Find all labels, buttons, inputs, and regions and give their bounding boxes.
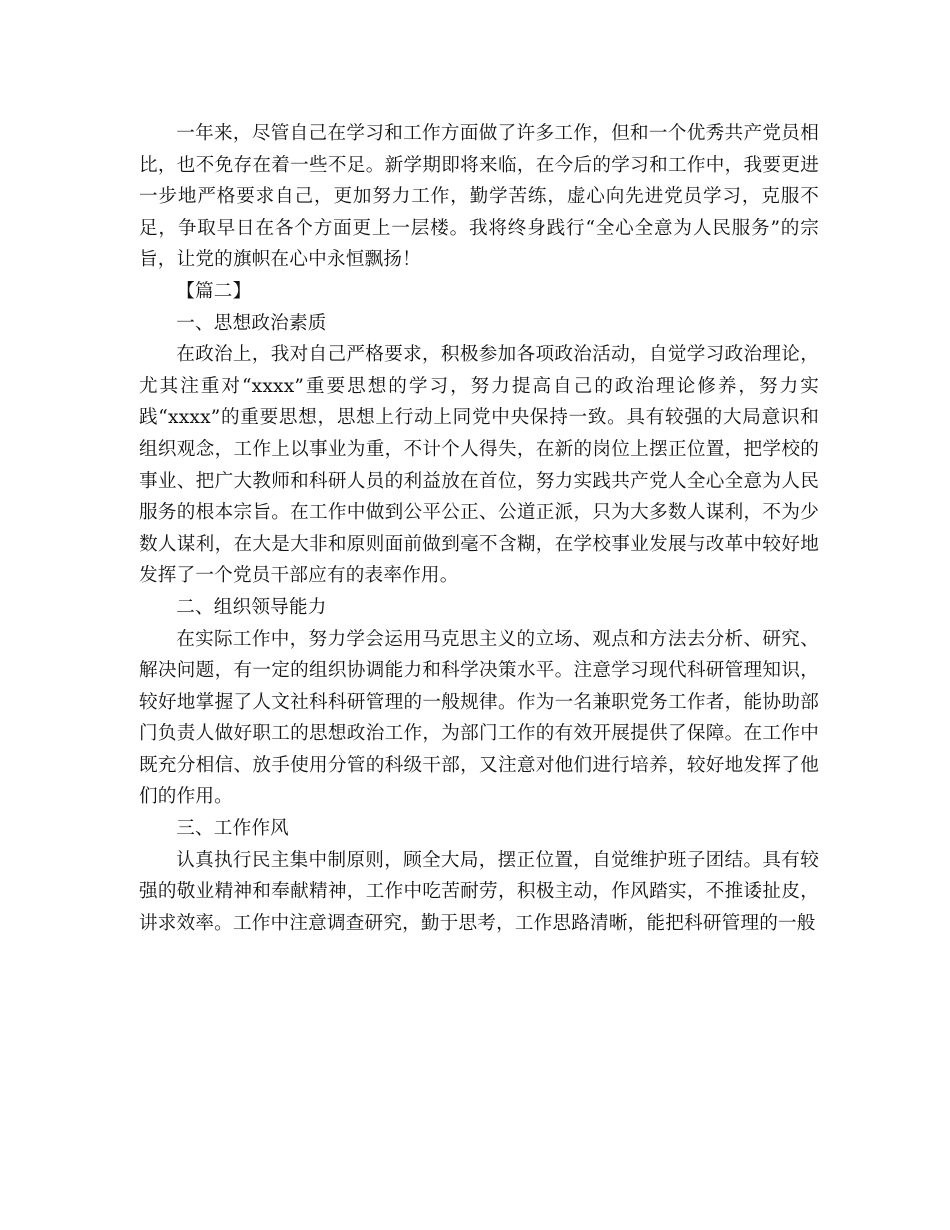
paragraph-closing: 一年来，尽管自己在学习和工作方面做了许多工作，但和一个优秀共产党员相比，也不免存在着一些不足。新学期即将来临，在今后的学习和工作中，我要更进一步地严格要求自己，更加努力工作，勤学苦练，虚心向先进党员学习，克服不足，争取早日在各个方面更上一层楼。我将终身践行“全心全意为人民服务”的宗旨，让党的旗帜在心中永恒飘扬！ bbox=[139, 123, 819, 271]
heading-leadership: 二、组织领导能力 bbox=[176, 596, 327, 618]
heading-work-style: 三、工作作风 bbox=[176, 818, 289, 840]
document-body bbox=[139, 118, 819, 939]
section-marker-part-two: 【篇二】 bbox=[176, 280, 252, 302]
paragraph-work-style: 认真执行民主集中制原则，顾全大局，摆正位置，自觉维护班子团结。具有较强的敬业精神和奉献精神，工作中吃苦耐劳，积极主动，作风踏实，不推诿扯皮，讲求效率。工作中注意调查研究，勤于思考，工作思路清晰，能把科研管理的一般 bbox=[139, 849, 819, 934]
paragraph-political-quality: 在政治上，我对自己严格要求，积极参加各项政治活动，自觉学习政治理论，尤其注重对“xxxx”重要思想的学习，努力提高自己的政治理论修养，努力实践“xxxx”的重要思想，思想上行动上同党中央保持一致。具有较强的大局意识和组织观念，工作上以事业为重，不计个人得失，在新的岗位上摆正位置，把学校的事业、把广大教师和科研人员的利益放在首位，努力实践共产党人全心全意为人民服务的根本宗旨。在工作中做到公平公正、公道正派，只为大多数人谋利，不为少数人谋利，在大是大非和原则面前做到毫不含糊，在学校事业发展与改革中较好地发挥了一个党员干部应有的表率作用。 bbox=[139, 344, 819, 587]
heading-political-quality: 一、思想政治素质 bbox=[176, 312, 327, 334]
paragraph-leadership: 在实际工作中，努力学会运用马克思主义的立场、观点和方法去分析、研究、解决问题，有一定的组织协调能力和科学决策水平。注意学习现代科研管理知识，较好地掌握了人文社科科研管理的一般规律。作为一名兼职党务工作者，能协助部门负责人做好职工的思想政治工作，为部门工作的有效开展提供了保障。在工作中既充分相信、放手使用分管的科级干部，又注意对他们进行培养，较好地发挥了他们的作用。 bbox=[139, 628, 819, 808]
